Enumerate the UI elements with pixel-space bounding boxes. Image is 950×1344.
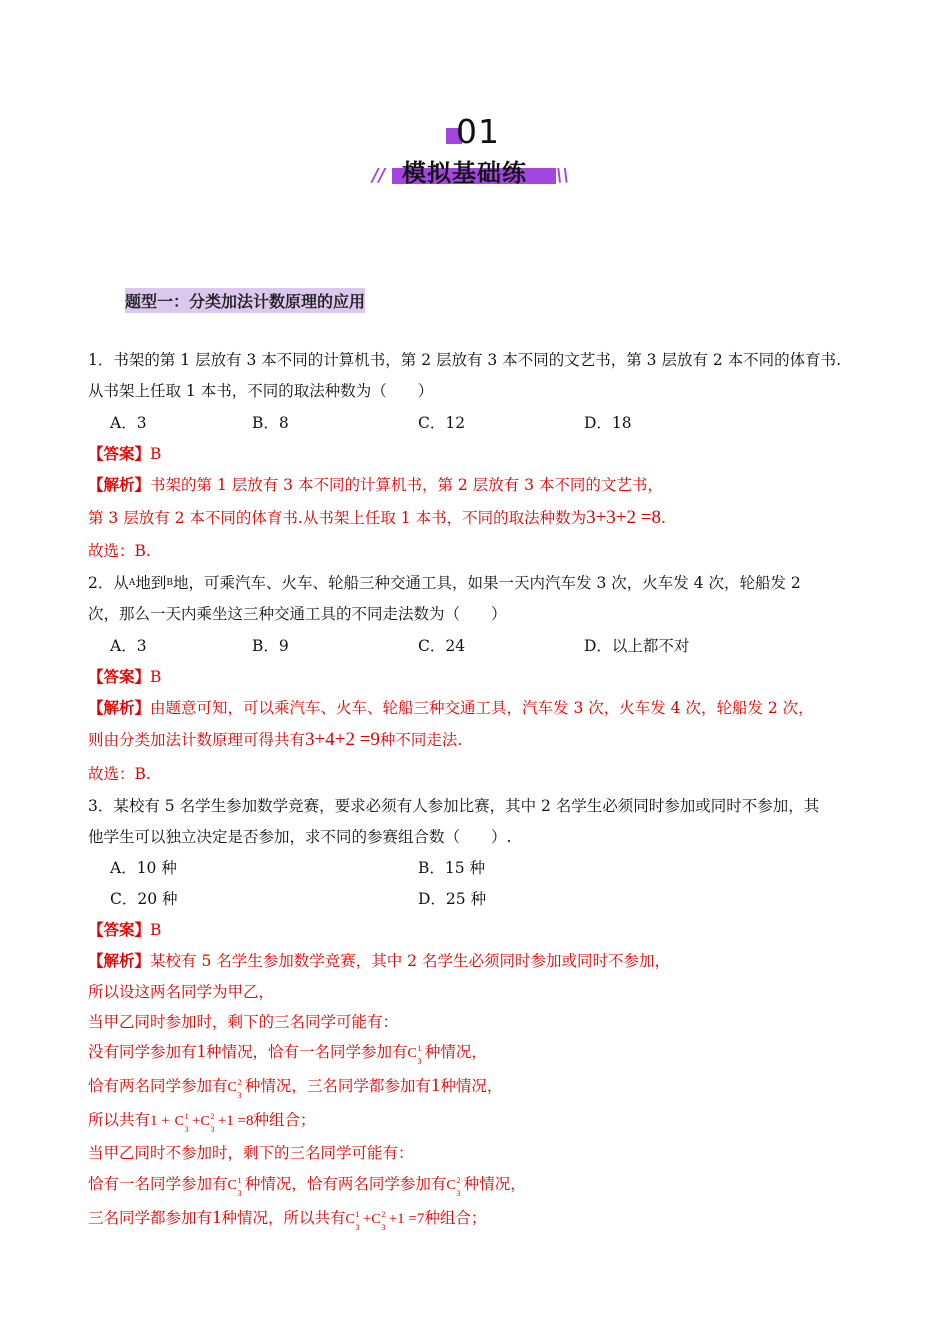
- comb-n: 3: [381, 1223, 386, 1232]
- q1-answer-value: B: [150, 445, 162, 463]
- q2-analysis-text2: 则由分类加法计数原理可得共有: [88, 731, 306, 749]
- q3-a9-comb1: [346, 1210, 363, 1230]
- q3-analysis-line9: 三名同学都参加有1种情况，所以共有C 1 3 +C 2 3 +1 =7种组合；: [88, 1208, 486, 1230]
- q3-answer-label: 【答案】: [88, 920, 151, 939]
- q3-analysis-label: 【解析】: [88, 951, 151, 970]
- q3-a9-comb2: [371, 1210, 388, 1230]
- q3-analysis-line2: 所以设这两名同学为甲乙，: [88, 983, 275, 1001]
- q3-a9-text3: 种组合；: [424, 1209, 487, 1227]
- q2-analysis-text3: 种不同走法.: [379, 731, 463, 749]
- comb-letter: C: [446, 1178, 456, 1193]
- q1-stem-line1: 1．书架的第 1 层放有 3 本不同的计算机书，第 2 层放有 3 本不同的文艺书，第 3 层放有 2 本不同的体育书.: [88, 351, 842, 369]
- q3-a4-text2: 种情况，恰有一名同学参加有: [206, 1043, 408, 1061]
- comb-k: 2: [456, 1176, 461, 1185]
- q1-analysis-line1: [88, 475, 663, 495]
- q3-analysis-line6: 所以共有1 + C 1 3 +C 2 3 +1 =8种组合；: [88, 1110, 316, 1132]
- q3-analysis-text1: 某校有 5 名学生参加数学竞赛，其中 2 名学生必须同时参加或同时不参加，: [150, 952, 670, 970]
- q3-a5-text2: 种情况，三名同学都参加有: [244, 1077, 431, 1095]
- comb-n: 3: [184, 1125, 189, 1134]
- q2-stem-part1: 2．从: [88, 574, 129, 592]
- q3-a4-text1: 没有同学参加有: [88, 1043, 197, 1061]
- q3-a6-comb1: [175, 1112, 192, 1132]
- comb-letter: C: [227, 1080, 237, 1095]
- comb-k: 1: [417, 1044, 422, 1053]
- q2-analysis-line1: [88, 698, 814, 718]
- comb-k: 2: [237, 1078, 242, 1087]
- comb-k: 1: [355, 1210, 360, 1219]
- q1-option-a: A．3: [110, 414, 147, 432]
- q2-answer-value: B: [150, 668, 162, 686]
- comb-n: 3: [237, 1091, 242, 1100]
- header-deco-right: \\: [556, 165, 570, 186]
- q1-option-c: C．12: [418, 414, 466, 432]
- header-title: 模拟基础练: [402, 159, 527, 187]
- q1-analysis-end: .: [660, 509, 666, 527]
- q3-option-a: A．10 种: [110, 859, 177, 877]
- q2-option-c: C．24: [418, 637, 466, 655]
- q2-point-a: A: [128, 578, 136, 588]
- q3-stem-line1: 3．某校有 5 名学生参加数学竞赛，要求必须有人参加比赛，其中 2 名学生必须同时参加或同时不参加，其: [88, 797, 820, 815]
- q2-formula: 3+4+2 =9: [305, 729, 380, 750]
- section-title: 题型一：分类加法计数原理的应用: [125, 288, 365, 313]
- comb-letter: C: [371, 1212, 381, 1227]
- q1-stem-line2: 从书架上任取 1 本书，不同的取法种数为（ ）: [88, 382, 434, 400]
- q3-a6-text1: 所以共有: [88, 1111, 151, 1129]
- header-number: 01: [456, 112, 500, 151]
- comb-n: 3: [355, 1223, 360, 1232]
- q3-analysis-line4: [88, 1042, 487, 1064]
- q1-conclusion: 故选：B.: [88, 542, 151, 560]
- comb-k: 2: [381, 1210, 386, 1219]
- q2-stem-line1: [88, 573, 801, 593]
- header-deco-left: //: [372, 165, 386, 186]
- q2-analysis-label: 【解析】: [88, 698, 151, 717]
- comb-n: 3: [456, 1189, 461, 1198]
- q3-option-d: D．25 种: [418, 890, 487, 908]
- q1-analysis-text2: 第 3 层放有 2 本不同的体育书.从书架上任取 1 本书，不同的取法种数为: [88, 509, 587, 527]
- q3-a6-formula-post: +1 =8: [217, 1113, 254, 1129]
- q3-a8-comb1: [228, 1176, 245, 1196]
- q3-a9-text2: 种情况，所以共有: [221, 1209, 346, 1227]
- q3-a4-one: 1: [196, 1041, 207, 1062]
- q3-a4-text3: 种情况，: [424, 1043, 487, 1061]
- q2-analysis-text1: 由题意可知，可以乘汽车、火车、轮船三种交通工具，汽车发 3 次，火车发 4 次，轮船发 2 次，: [150, 699, 814, 717]
- q1-analysis-line2: [88, 508, 666, 528]
- q2-option-b: B．9: [252, 637, 289, 655]
- q3-a9-text1: 三名同学都参加有: [88, 1209, 213, 1227]
- q1-option-b: B．8: [252, 414, 289, 432]
- q3-a4-comb: [408, 1044, 425, 1064]
- q3-a5-comb: [228, 1078, 245, 1098]
- q2-stem-part3: 地，可乘汽车、火车、轮船三种交通工具，如果一天内汽车发 3 次，火车发 4 次，轮船发 2: [173, 574, 801, 592]
- q3-a5-text1: 恰有两名同学参加有: [88, 1077, 228, 1095]
- q2-conclusion: 故选：B.: [88, 765, 151, 783]
- comb-n: 3: [417, 1057, 422, 1066]
- q3-analysis-line5: [88, 1076, 502, 1098]
- q2-option-d: D．以上都不对: [584, 637, 690, 655]
- q3-a5-text3: 种情况，: [440, 1077, 503, 1095]
- q2-stem-part2: 地到: [135, 574, 167, 592]
- comb-k: 1: [184, 1112, 189, 1121]
- q3-option-c: C．20 种: [110, 890, 178, 908]
- comb-k: 1: [237, 1176, 242, 1185]
- q3-analysis-line8: [88, 1174, 526, 1196]
- comb-n: 3: [210, 1125, 215, 1134]
- q3-stem-line2: 他学生可以独立决定是否参加，求不同的参赛组合数（ ）.: [88, 828, 512, 846]
- q3-a8-text2: 种情况，恰有两名同学参加有: [244, 1175, 447, 1193]
- comb-letter: C: [407, 1046, 417, 1061]
- q1-option-d: D．18: [584, 414, 632, 432]
- q3-answer: [88, 920, 161, 940]
- comb-k: 2: [210, 1112, 215, 1121]
- q3-a6-comb2: [200, 1112, 217, 1132]
- q3-a9-one: 1: [212, 1207, 222, 1228]
- q3-answer-value: B: [150, 921, 162, 939]
- q2-option-a: A．3: [110, 637, 147, 655]
- q2-answer-label: 【答案】: [88, 667, 151, 686]
- q3-analysis-line3: 当甲乙同时参加时，剩下的三名同学可能有：: [88, 1013, 399, 1031]
- q1-analysis-label: 【解析】: [88, 475, 151, 494]
- q3-a5-one: 1: [430, 1075, 441, 1096]
- comb-letter: C: [174, 1114, 185, 1129]
- q2-point-b: B: [166, 578, 174, 588]
- comb-letter: C: [200, 1114, 210, 1129]
- comb-letter: C: [227, 1178, 237, 1193]
- q3-a9-formula-post: +1 =7: [388, 1211, 425, 1227]
- q3-a8-comb2: [446, 1176, 463, 1196]
- q2-stem-line2: 次，那么一天内乘坐这三种交通工具的不同走法数为（ ）: [88, 605, 507, 623]
- comb-letter: C: [345, 1212, 355, 1227]
- q3-analysis-line1: [88, 951, 670, 971]
- q1-answer: [88, 444, 161, 464]
- q1-analysis-text1: 书架的第 1 层放有 3 本不同的计算机书，第 2 层放有 3 本不同的文艺书，: [150, 476, 663, 494]
- q3-a8-text3: 种情况，: [463, 1175, 526, 1193]
- comb-n: 3: [237, 1189, 242, 1198]
- q2-answer: [88, 667, 161, 687]
- q3-a8-text1: 恰有一名同学参加有: [88, 1175, 228, 1193]
- q2-analysis-line2: [88, 730, 462, 750]
- q3-analysis-line7: 当甲乙同时不参加时，剩下的三名同学可能有：: [88, 1144, 414, 1162]
- q1-formula: 3+3+2 =8: [586, 507, 661, 528]
- q3-a6-formula-pre: 1 +: [150, 1113, 170, 1129]
- q3-a6-text2: 种组合；: [253, 1111, 316, 1129]
- q1-answer-label: 【答案】: [88, 444, 151, 463]
- q3-option-b: B．15 种: [418, 859, 486, 877]
